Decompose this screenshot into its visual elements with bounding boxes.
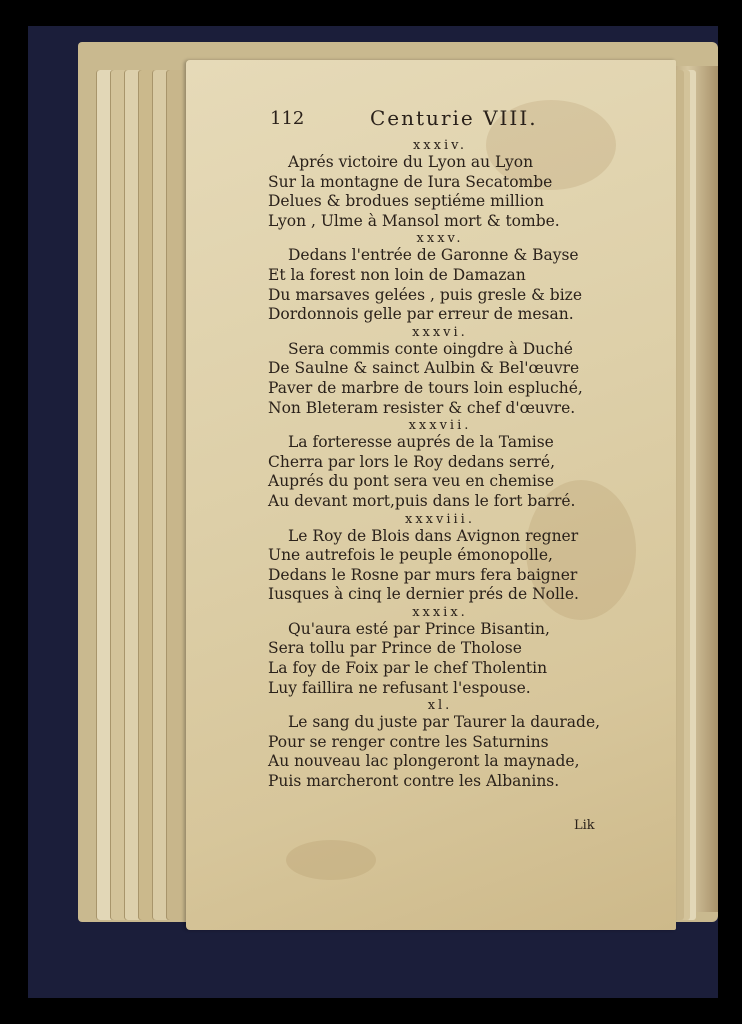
catchword: Lik xyxy=(574,818,595,833)
verse-line: Sera commis conte oingdre à Duché xyxy=(288,339,573,358)
verse-line: De Saulne & sainct Aulbin & Bel'œuvre xyxy=(268,359,580,378)
quatrain xyxy=(240,605,620,698)
quatrain-numeral: xxxix. xyxy=(412,604,468,620)
quatrain xyxy=(240,512,620,605)
verse-line: Au devant mort,puis dans le fort barré. xyxy=(268,491,576,510)
verse-line: La foy de Foix par le chef Tholentin xyxy=(268,659,548,678)
quatrain-list xyxy=(240,138,620,792)
verse-line: Delues & brodues septiéme million xyxy=(268,192,544,211)
verse-line: Dordonnois gelle par erreur de mesan. xyxy=(268,305,574,324)
verse-line: Aprés victoire du Lyon au Lyon xyxy=(288,153,534,171)
quatrain-numeral: xxxvi. xyxy=(412,324,468,340)
quatrain xyxy=(240,138,620,231)
verse-line: Puis marcheront contre les Albanins. xyxy=(268,772,560,791)
verse-line: Du marsaves gelées , puis gresle & bize xyxy=(268,285,583,304)
quatrain xyxy=(240,698,620,791)
verse-line: Paver de marbre de tours loin espluché, xyxy=(268,378,583,397)
paper-stain xyxy=(286,840,376,880)
quatrain xyxy=(240,231,620,324)
verse-line: Iusques à cinq le dernier prés de Nolle. xyxy=(268,585,579,604)
verse-line: Luy faillira ne refusant l'espouse. xyxy=(268,678,531,697)
verse-line: Le Roy de Blois dans Avignon regner xyxy=(288,526,579,545)
verse-line: La forteresse auprés de la Tamise xyxy=(288,433,554,452)
verse-line: Qu'aura esté par Prince Bisantin, xyxy=(288,619,550,638)
quatrain xyxy=(240,325,620,418)
page-header xyxy=(240,104,620,138)
verse-line: Dedans l'entrée de Garonne & Bayse xyxy=(288,246,579,265)
verse-line: Cherra par lors le Roy dedans serré, xyxy=(268,452,555,471)
verse-line: Au nouveau lac plongeront la maynade, xyxy=(268,752,580,771)
verse-line: Sur la montagne de Iura Secatombe xyxy=(268,172,553,191)
verse-line: Sera tollu par Prince de Tholose xyxy=(268,639,522,658)
quatrain-numeral: xxxv. xyxy=(416,231,464,247)
quatrain-numeral: xxxviii. xyxy=(405,511,475,527)
quatrain-numeral: xxxvii. xyxy=(408,418,472,434)
verse-line: Et la forest non loin de Damazan xyxy=(268,265,526,284)
page-number: 112 xyxy=(270,108,305,129)
page-text xyxy=(240,104,620,792)
verse-line: Le sang du juste par Taurer la daurade, xyxy=(288,713,601,732)
running-title: Centurie VIII. xyxy=(370,106,538,130)
verse-line: Une autrefois le peuple émonopolle, xyxy=(268,546,553,565)
quatrain-numeral: xxxiv. xyxy=(412,138,468,153)
verse-line: Pour se renger contre les Saturnins xyxy=(268,732,549,751)
verse-line: Non Bleteram resister & chef d'œuvre. xyxy=(268,398,576,417)
verse-line: Dedans le Rosne par murs fera baigner xyxy=(268,565,578,584)
quatrain xyxy=(240,418,620,511)
quatrain-numeral: xl. xyxy=(427,698,453,714)
verse-line: Lyon , Ulme à Mansol mort & tombe. xyxy=(268,211,560,230)
verse-line: Auprés du pont sera veu en chemise xyxy=(268,472,555,491)
